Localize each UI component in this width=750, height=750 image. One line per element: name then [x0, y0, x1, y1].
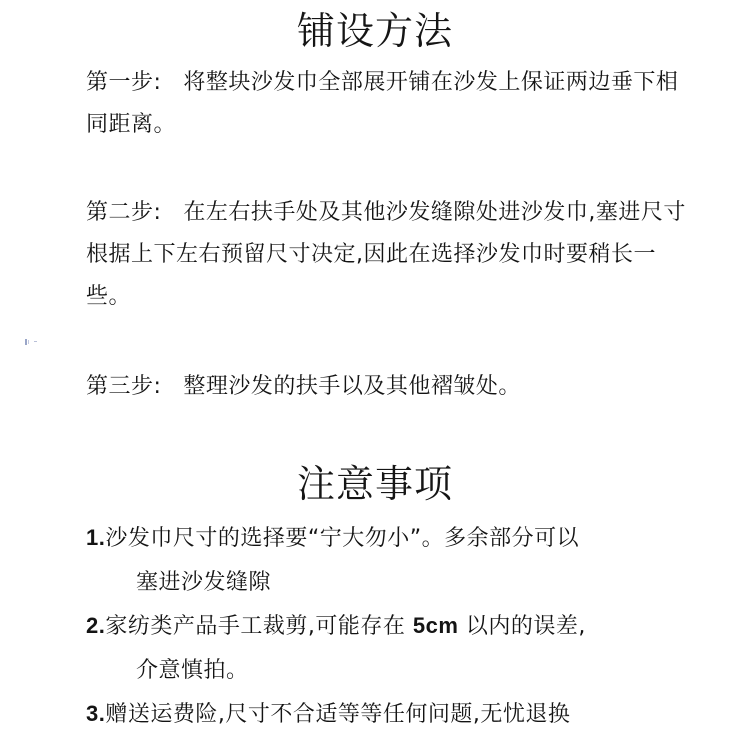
note-item-3	[86, 692, 706, 737]
note-1-text: 沙发巾尺寸的选择要“宁大勿小”。多余部分可以	[105, 526, 580, 551]
step-3-paragraph	[86, 366, 686, 408]
step-3-label: 第三步:	[86, 374, 162, 399]
note-3-number: 3.	[86, 701, 106, 726]
note-3-text: 赠送运费险,尺寸不合适等等任何问题,无忧退换	[105, 702, 571, 727]
step-1-text: 将整块沙发巾全部展开铺在沙发上保证两边垂下相同距离。	[86, 70, 679, 137]
note-2-text-a: 家纺类产品手工裁剪,可能存在	[105, 614, 406, 639]
stray-mark-icon	[24, 338, 38, 346]
section-title-method: 铺设方法	[296, 9, 453, 53]
note-2-text-c: 以内的误差,	[465, 614, 586, 639]
note-2-continuation: 介意慎拍。	[136, 658, 249, 683]
step-3-text: 整理沙发的扶手以及其他褶皱处。	[183, 374, 521, 399]
note-item-1	[86, 516, 706, 605]
step-2-paragraph	[86, 192, 686, 318]
note-2-measure: 5cm	[412, 613, 459, 638]
step-2-text: 在左右扶手处及其他沙发缝隙处进沙发巾,塞进尺寸根据上下左右预留尺寸决定,因此在选择沙发巾时要稍长一些。	[86, 200, 686, 309]
note-2-number: 2.	[86, 613, 106, 638]
section-title-notes: 注意事项	[296, 462, 453, 506]
note-item-2	[86, 604, 706, 693]
step-1-paragraph	[86, 62, 686, 146]
step-2-label: 第二步:	[86, 200, 162, 225]
note-1-number: 1.	[86, 525, 106, 550]
step-1-label: 第一步:	[86, 70, 162, 95]
note-1-continuation: 塞进沙发缝隙	[136, 570, 272, 595]
